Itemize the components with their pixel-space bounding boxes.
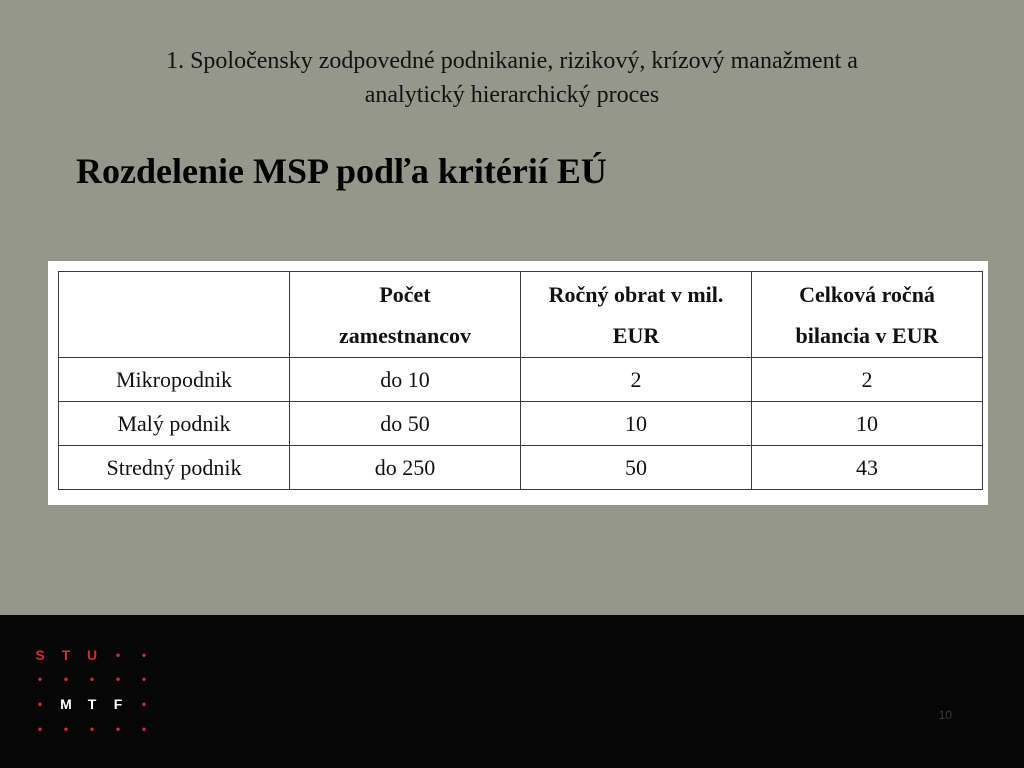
logo-letter: T xyxy=(61,647,71,663)
header-cell-balance xyxy=(752,272,983,358)
table-cell: 2 xyxy=(521,358,752,402)
table-cell: 50 xyxy=(521,446,752,490)
logo-dot: • xyxy=(115,722,121,736)
logo-letter: F xyxy=(113,696,123,712)
table-row xyxy=(59,446,983,490)
header-text: zamestnancov xyxy=(339,322,471,348)
stu-mtf-logo xyxy=(30,645,160,745)
table-header-row xyxy=(59,272,983,358)
slide-header-line-1: 1. Spoločensky zodpovedné podnikanie, rizikový, krízový manažment a xyxy=(166,48,858,74)
page-number: 10 xyxy=(938,708,952,722)
logo-letter: T xyxy=(87,696,97,712)
header-cell-turnover xyxy=(521,272,752,358)
table-cell: 2 xyxy=(752,358,983,402)
logo-dot: • xyxy=(63,672,69,686)
logo-dot: • xyxy=(141,697,147,711)
logo-dot: • xyxy=(37,672,43,686)
logo-dot: • xyxy=(37,722,43,736)
logo-dot: • xyxy=(141,672,147,686)
logo-dot: • xyxy=(115,648,121,662)
table-cell: do 50 xyxy=(290,402,521,446)
table-panel xyxy=(48,261,988,505)
header-text: Počet xyxy=(379,281,431,307)
logo-dot: • xyxy=(37,697,43,711)
slide-heading: Rozdelenie MSP podľa kritérií EÚ xyxy=(76,151,607,191)
table-cell: do 10 xyxy=(290,358,521,402)
table-cell: do 250 xyxy=(290,446,521,490)
header-text: EUR xyxy=(612,322,660,348)
slide-header xyxy=(60,44,964,112)
slide-header-line-2: analytický hierarchický proces xyxy=(364,82,660,108)
table-row xyxy=(59,402,983,446)
table-cell: 10 xyxy=(521,402,752,446)
table-cell: 10 xyxy=(752,402,983,446)
logo-letter: S xyxy=(35,647,45,663)
table-cell: 43 xyxy=(752,446,983,490)
logo-letter: U xyxy=(86,647,98,663)
header-cell-employees xyxy=(290,272,521,358)
logo-dot: • xyxy=(89,672,95,686)
header-text: bilancia v EUR xyxy=(795,322,939,348)
table-cell: Mikropodnik xyxy=(59,358,290,402)
logo-dot: • xyxy=(141,722,147,736)
table-cell: Stredný podnik xyxy=(59,446,290,490)
table-row xyxy=(59,358,983,402)
logo-dot: • xyxy=(115,672,121,686)
header-cell-empty xyxy=(59,272,290,358)
logo-letter: M xyxy=(60,696,72,712)
logo-dot: • xyxy=(89,722,95,736)
header-text: Ročný obrat v mil. xyxy=(548,281,724,307)
header-text: Celková ročná xyxy=(799,281,935,307)
sme-criteria-table xyxy=(58,271,983,490)
logo-dot: • xyxy=(63,722,69,736)
logo-dot: • xyxy=(141,648,147,662)
table-cell: Malý podnik xyxy=(59,402,290,446)
